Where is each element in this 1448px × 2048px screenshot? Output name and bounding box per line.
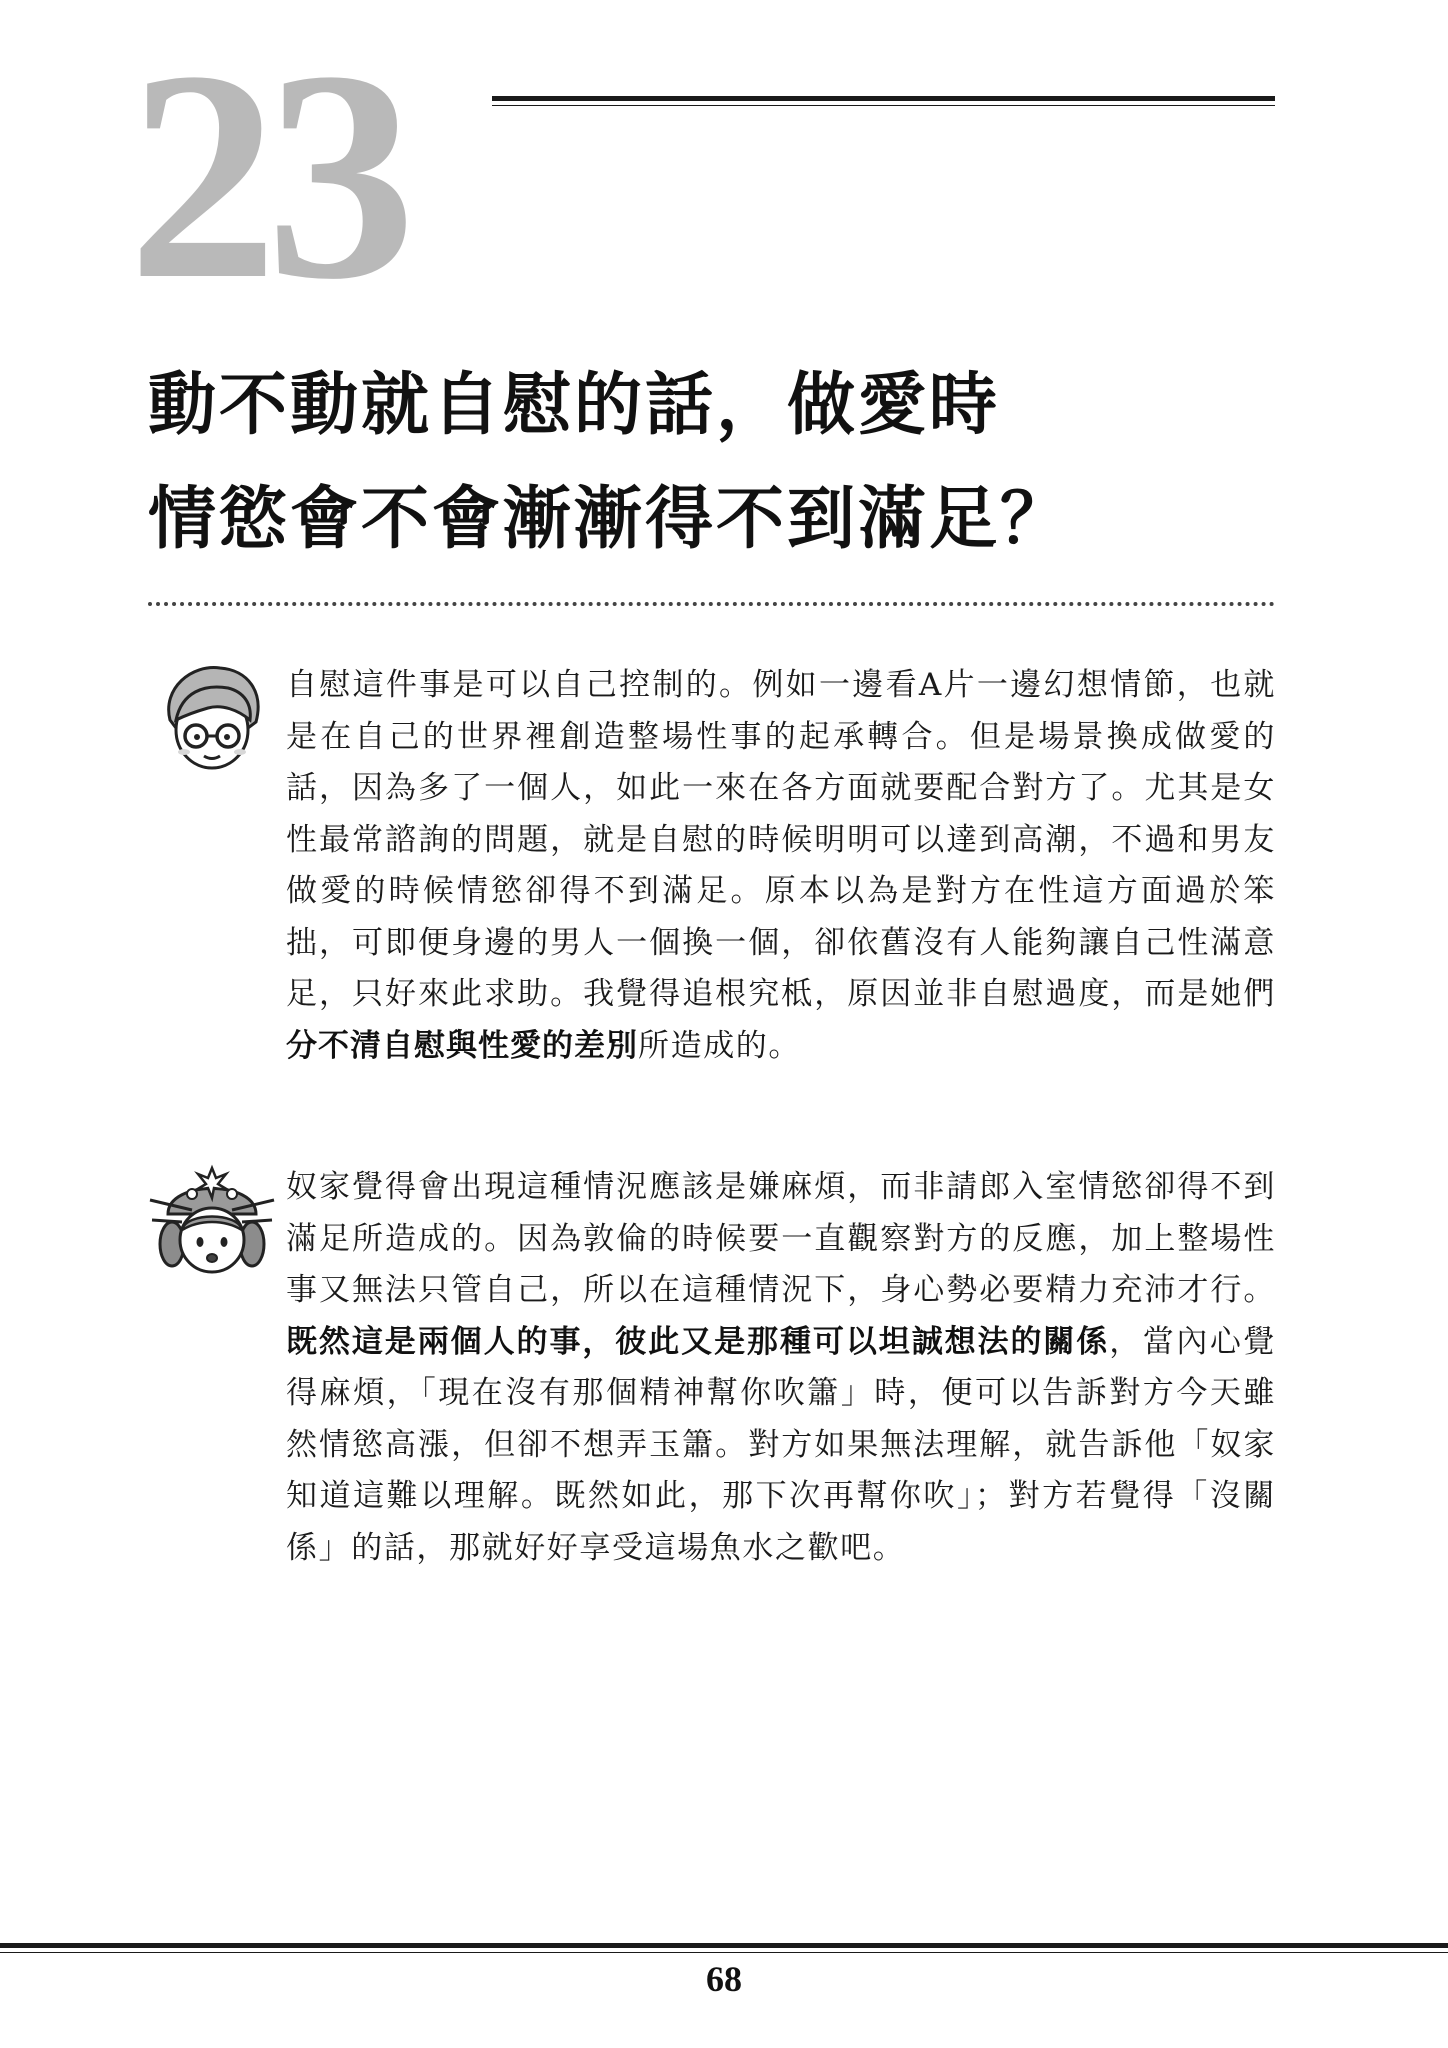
page-number: 68 bbox=[706, 1959, 742, 1999]
chapter-title-line-1: 動不動就自慰的話，做愛時 bbox=[148, 365, 1001, 445]
title-divider bbox=[148, 602, 1275, 606]
courtesan-text-2: ，當內心覺得麻煩，「現在沒有那個精神幫你吹簫」時，便可以告訴對方今天雖然情慾高漲，但卻不想弄玉簫。對方如果無法理解，就告訴他「奴家知道這難以理解。既然如此，那下次再幫你吹」；對方若覺得「沒關係」的話，那就好好享受這場魚水之歡吧。 bbox=[286, 1323, 1277, 1566]
expert-text-1: 自慰這件事是可以自己控制的。例如一邊看A片一邊幻想情節，也就是在自己的世界裡創造整場性事的起承轉合。但是場景換成做愛的話，因為多了一個人，如此一來在各方面就要配合對方了。尤其是女性最常諮詢的問題，就是自慰的時候明明可以達到高潮，不過和男友做愛的時候情慾卻得不到滿足。原本以為是對方在性這方面過於笨拙，可即便身邊的男人一個換一個，卻依舊沒有人能夠讓自己性滿意足，只好來此求助。我覺得追根究柢，原因並非自慰過度，而是她們 bbox=[286, 667, 1276, 1012]
courtesan-emphasis: 既然這是兩個人的事，彼此又是那種可以坦誠想法的關係 bbox=[286, 1323, 1110, 1360]
expert-paragraph bbox=[286, 660, 1276, 1072]
courtesan-avatar-icon bbox=[146, 1160, 278, 1280]
footer-rule bbox=[0, 1943, 1448, 1953]
chapter-title bbox=[148, 348, 1071, 576]
glasses-woman-avatar-icon bbox=[152, 658, 272, 778]
expert-emphasis: 分不清自慰與性愛的差別 bbox=[286, 1027, 638, 1064]
chapter-number: 23 bbox=[128, 9, 404, 341]
expert-text-2: 所造成的。 bbox=[638, 1027, 801, 1064]
courtesan-paragraph bbox=[286, 1162, 1276, 1574]
chapter-title-line-2: 情慾會不會漸漸得不到滿足？ bbox=[148, 479, 1072, 559]
header-rule bbox=[492, 96, 1275, 106]
courtesan-text-1: 奴家覺得會出現這種情況應該是嫌麻煩，而非請郎入室情慾卻得不到滿足所造成的。因為敦倫的時候要一直觀察對方的反應，加上整場性事又無法只管自己，所以在這種情況下，身心勢必要精力充沛才行。 bbox=[286, 1169, 1276, 1308]
